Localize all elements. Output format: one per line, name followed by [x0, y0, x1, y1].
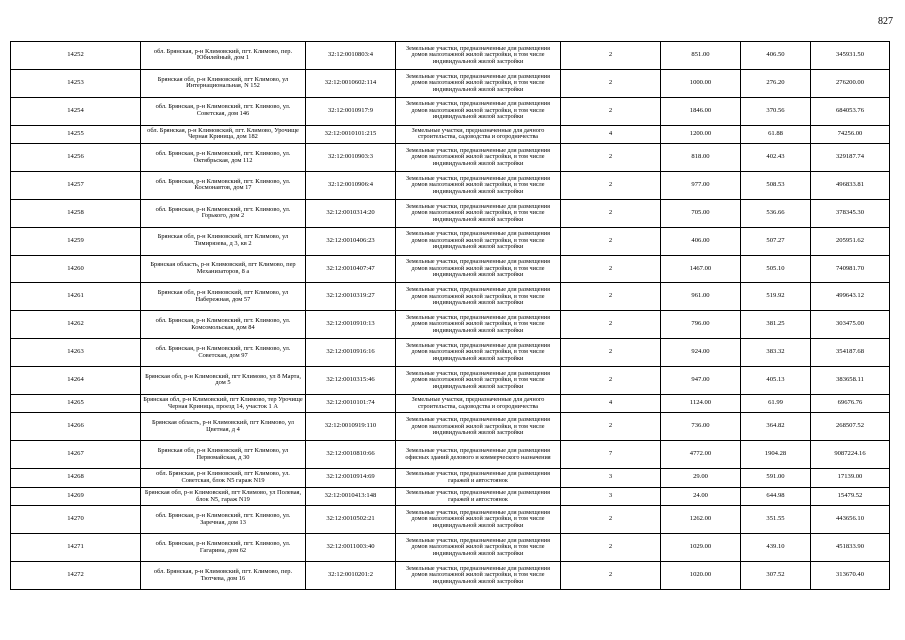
row-number: 14254 — [11, 97, 141, 125]
row-number: 14257 — [11, 172, 141, 200]
specific-value-cell: 381.25 — [741, 311, 811, 339]
group-cell: 2 — [561, 97, 661, 125]
specific-value-cell: 644.98 — [741, 487, 811, 506]
cadastral-value-cell: 329187.74 — [811, 144, 890, 172]
row-number: 14268 — [11, 469, 141, 488]
cadastral-value-cell: 443656.10 — [811, 506, 890, 534]
row-number: 14264 — [11, 367, 141, 395]
cadastral-number-cell: 32:12:0010315:46 — [306, 367, 396, 395]
area-cell: 1200.00 — [661, 125, 741, 144]
address-cell: обл. Брянская, р-н Климовский, пгт. Климово, ул. Советская, дом 97 — [141, 339, 306, 367]
land-use-cell: Земельные участки, предназначенные для размещения гаражей и автостоянок — [396, 469, 561, 488]
area-cell: 851.00 — [661, 42, 741, 70]
land-use-cell: Земельные участки, предназначенные для размещения домов малоэтажной жилой застройки, в том числе индивидуальной жилой застройки — [396, 534, 561, 562]
area-cell: 24.00 — [661, 487, 741, 506]
area-cell: 977.00 — [661, 172, 741, 200]
row-number: 14265 — [11, 394, 141, 413]
specific-value-cell: 61.88 — [741, 125, 811, 144]
cadastral-value-cell: 499643.12 — [811, 283, 890, 311]
specific-value-cell: 276.20 — [741, 69, 811, 97]
specific-value-cell: 507.27 — [741, 227, 811, 255]
cadastral-number-cell: 32:12:0010314:20 — [306, 199, 396, 227]
table-row — [11, 172, 890, 200]
cadastral-number-cell: 32:12:0010919:110 — [306, 413, 396, 441]
table-row — [11, 534, 890, 562]
specific-value-cell: 383.32 — [741, 339, 811, 367]
address-cell: обл. Брянская, р-н Климовский, пгт. Климово, ул. Советская, дом 146 — [141, 97, 306, 125]
area-cell: 1262.00 — [661, 506, 741, 534]
cadastral-number-cell: 32:12:0010407:47 — [306, 255, 396, 283]
address-cell: Брянская обл, р-н Климовский, пгт Климово, ул Набережная, дом 57 — [141, 283, 306, 311]
cadastral-number-cell: 32:12:0010917:9 — [306, 97, 396, 125]
land-use-cell: Земельные участки, предназначенные для размещения домов малоэтажной жилой застройки, в том числе индивидуальной жилой застройки — [396, 311, 561, 339]
land-use-cell: Земельные участки, предназначенные для размещения домов малоэтажной жилой застройки, в том числе индивидуальной жилой застройки — [396, 42, 561, 70]
cadastral-value-cell: 15479.52 — [811, 487, 890, 506]
cadastral-value-cell: 684053.76 — [811, 97, 890, 125]
table-row — [11, 413, 890, 441]
group-cell: 2 — [561, 199, 661, 227]
group-cell: 2 — [561, 283, 661, 311]
cadastral-value-cell: 451833.90 — [811, 534, 890, 562]
row-number: 14266 — [11, 413, 141, 441]
land-use-cell: Земельные участки, предназначенные для размещения домов малоэтажной жилой застройки, в том числе индивидуальной жилой застройки — [396, 506, 561, 534]
table-row — [11, 311, 890, 339]
page-number: 827 — [878, 16, 893, 27]
row-number: 14256 — [11, 144, 141, 172]
cadastral-number-cell: 32:12:0010602:114 — [306, 69, 396, 97]
land-use-cell: Земельные участки, предназначенные для дачного строительства, садоводства и огородничества — [396, 125, 561, 144]
cadastral-value-cell: 313670.40 — [811, 562, 890, 590]
address-cell: обл. Брянская, р-н Климовский, пгт. Климово, ул. Октябрьская, дом 112 — [141, 144, 306, 172]
address-cell: Брянская обл, р-н Климовский, пгт Климово, ул Первомайская, д 30 — [141, 441, 306, 469]
cadastral-value-cell: 378345.30 — [811, 199, 890, 227]
land-use-cell: Земельные участки, предназначенные для размещения домов малоэтажной жилой застройки, в том числе индивидуальной жилой застройки — [396, 172, 561, 200]
area-cell: 406.00 — [661, 227, 741, 255]
table-body — [11, 42, 890, 590]
address-cell: обл. Брянская, р-н Климовский, пгт. Климово, ул. Комсомольская, дом 84 — [141, 311, 306, 339]
cadastral-value-cell: 303475.00 — [811, 311, 890, 339]
area-cell: 796.00 — [661, 311, 741, 339]
cadastral-number-cell: 32:12:0010906:4 — [306, 172, 396, 200]
area-cell: 736.00 — [661, 413, 741, 441]
table-row — [11, 199, 890, 227]
cadastral-value-cell: 74256.00 — [811, 125, 890, 144]
specific-value-cell: 370.56 — [741, 97, 811, 125]
cadastral-number-cell: 32:12:0010319:27 — [306, 283, 396, 311]
cadastral-number-cell: 32:12:0010101:74 — [306, 394, 396, 413]
specific-value-cell: 406.50 — [741, 42, 811, 70]
area-cell: 705.00 — [661, 199, 741, 227]
row-number: 14263 — [11, 339, 141, 367]
land-use-cell: Земельные участки, предназначенные для размещения офисных зданий делового и коммерческого назначения — [396, 441, 561, 469]
specific-value-cell: 439.10 — [741, 534, 811, 562]
address-cell: Брянская область, р-н Климовский, пгт Климово, ул Цветная, д 4 — [141, 413, 306, 441]
land-use-cell: Земельные участки, предназначенные для размещения домов малоэтажной жилой застройки, в том числе индивидуальной жилой застройки — [396, 562, 561, 590]
group-cell: 4 — [561, 394, 661, 413]
group-cell: 2 — [561, 311, 661, 339]
area-cell: 961.00 — [661, 283, 741, 311]
address-cell: обл. Брянская, р-н Климовский, пгт. Климово, пер. Юбилейный, дом 1 — [141, 42, 306, 70]
table-row — [11, 42, 890, 70]
group-cell: 2 — [561, 562, 661, 590]
row-number: 14255 — [11, 125, 141, 144]
specific-value-cell: 405.13 — [741, 367, 811, 395]
table-row — [11, 562, 890, 590]
area-cell: 1029.00 — [661, 534, 741, 562]
land-use-cell: Земельные участки, предназначенные для размещения домов малоэтажной жилой застройки, в том числе индивидуальной жилой застройки — [396, 69, 561, 97]
cadastral-number-cell: 32:12:0010903:3 — [306, 144, 396, 172]
table-row — [11, 227, 890, 255]
cadastral-value-cell: 276200.00 — [811, 69, 890, 97]
group-cell: 2 — [561, 172, 661, 200]
cadastral-number-cell: 32:12:0010201:2 — [306, 562, 396, 590]
group-cell: 3 — [561, 469, 661, 488]
specific-value-cell: 61.99 — [741, 394, 811, 413]
group-cell: 2 — [561, 42, 661, 70]
cadastral-number-cell: 32:12:0010413:148 — [306, 487, 396, 506]
area-cell: 1124.00 — [661, 394, 741, 413]
group-cell: 2 — [561, 255, 661, 283]
area-cell: 1020.00 — [661, 562, 741, 590]
table-row — [11, 367, 890, 395]
land-use-cell: Земельные участки, предназначенные для размещения домов малоэтажной жилой застройки, в том числе индивидуальной жилой застройки — [396, 227, 561, 255]
land-use-cell: Земельные участки, предназначенные для размещения домов малоэтажной жилой застройки, в том числе индивидуальной жилой застройки — [396, 367, 561, 395]
table-row — [11, 441, 890, 469]
cadastral-number-cell: 32:12:0010916:16 — [306, 339, 396, 367]
area-cell: 29.00 — [661, 469, 741, 488]
row-number: 14258 — [11, 199, 141, 227]
specific-value-cell: 351.55 — [741, 506, 811, 534]
address-cell: обл. Брянская, р-н Климовский, пгт Климово, ул. Советская, блок N5 гараж N19 — [141, 469, 306, 488]
group-cell: 3 — [561, 487, 661, 506]
land-use-cell: Земельные участки, предназначенные для размещения домов малоэтажной жилой застройки, в том числе индивидуальной жилой застройки — [396, 199, 561, 227]
land-use-cell: Земельные участки, предназначенные для размещения домов малоэтажной жилой застройки, в том числе индивидуальной жилой застройки — [396, 97, 561, 125]
specific-value-cell: 1904.28 — [741, 441, 811, 469]
cadastral-number-cell: 32:12:0010101:215 — [306, 125, 396, 144]
address-cell: Брянская обл, р-н Климовский, пгт Климово, ул Тимирязева, д 3, кв 2 — [141, 227, 306, 255]
row-number: 14262 — [11, 311, 141, 339]
specific-value-cell: 508.53 — [741, 172, 811, 200]
table-row — [11, 487, 890, 506]
cadastral-value-cell: 740981.70 — [811, 255, 890, 283]
cadastral-value-cell: 268507.52 — [811, 413, 890, 441]
table-row — [11, 69, 890, 97]
cadastral-value-table — [10, 41, 890, 590]
address-cell: Брянская обл, р-н Климовский, пгт Климово, ул Полевая, блок N5, гараж N19 — [141, 487, 306, 506]
row-number: 14271 — [11, 534, 141, 562]
table-row — [11, 125, 890, 144]
row-number: 14267 — [11, 441, 141, 469]
cadastral-value-cell: 383658.11 — [811, 367, 890, 395]
specific-value-cell: 505.10 — [741, 255, 811, 283]
cadastral-number-cell: 32:12:0010910:13 — [306, 311, 396, 339]
cadastral-value-cell: 9087224.16 — [811, 441, 890, 469]
cadastral-number-cell: 32:12:0010810:66 — [306, 441, 396, 469]
table-row — [11, 394, 890, 413]
row-number: 14269 — [11, 487, 141, 506]
cadastral-number-cell: 32:12:0010803:4 — [306, 42, 396, 70]
land-use-cell: Земельные участки, предназначенные для размещения домов малоэтажной жилой застройки, в том числе индивидуальной жилой застройки — [396, 255, 561, 283]
area-cell: 1000.00 — [661, 69, 741, 97]
address-cell: обл. Брянская, р-н Климовский, пгт. Климово, пер. Тютчева, дом 16 — [141, 562, 306, 590]
cadastral-value-cell: 345931.50 — [811, 42, 890, 70]
row-number: 14272 — [11, 562, 141, 590]
land-use-cell: Земельные участки, предназначенные для размещения гаражей и автостоянок — [396, 487, 561, 506]
table-row — [11, 339, 890, 367]
cadastral-value-cell: 17139.00 — [811, 469, 890, 488]
specific-value-cell: 364.82 — [741, 413, 811, 441]
address-cell: обл. Брянская, р-н Климовский, пгт. Климово, ул. Гагарина, дом 62 — [141, 534, 306, 562]
group-cell: 2 — [561, 69, 661, 97]
row-number: 14270 — [11, 506, 141, 534]
group-cell: 2 — [561, 144, 661, 172]
cadastral-number-cell: 32:12:0010502:21 — [306, 506, 396, 534]
table-row — [11, 283, 890, 311]
address-cell: обл. Брянская, р-н Климовский, пгт. Климово, ул. Космонавтов, дом 17 — [141, 172, 306, 200]
cadastral-value-cell: 354187.68 — [811, 339, 890, 367]
table-row — [11, 506, 890, 534]
group-cell: 2 — [561, 227, 661, 255]
area-cell: 4772.00 — [661, 441, 741, 469]
row-number: 14253 — [11, 69, 141, 97]
address-cell: обл. Брянская, р-н Климовский, пгт. Климово, Урочище Черная Криница, дом 182 — [141, 125, 306, 144]
row-number: 14259 — [11, 227, 141, 255]
address-cell: обл. Брянская, р-н Климовский, пгт. Климово, ул. Заречная, дом 13 — [141, 506, 306, 534]
group-cell: 7 — [561, 441, 661, 469]
table-row — [11, 144, 890, 172]
group-cell: 2 — [561, 367, 661, 395]
table-row — [11, 255, 890, 283]
cadastral-number-cell: 32:12:0010406:23 — [306, 227, 396, 255]
area-cell: 1846.00 — [661, 97, 741, 125]
row-number: 14260 — [11, 255, 141, 283]
land-use-cell: Земельные участки, предназначенные для размещения домов малоэтажной жилой застройки, в том числе индивидуальной жилой застройки — [396, 144, 561, 172]
area-cell: 947.00 — [661, 367, 741, 395]
area-cell: 818.00 — [661, 144, 741, 172]
cadastral-value-cell: 205951.62 — [811, 227, 890, 255]
specific-value-cell: 307.52 — [741, 562, 811, 590]
table-row — [11, 97, 890, 125]
group-cell: 2 — [561, 534, 661, 562]
address-cell: Брянская обл, р-н Климовский, пгт Климово, тер Урочище Черная Криница, проезд 14, участок 1 А — [141, 394, 306, 413]
cadastral-value-cell: 496833.81 — [811, 172, 890, 200]
row-number: 14261 — [11, 283, 141, 311]
land-use-cell: Земельные участки, предназначенные для размещения домов малоэтажной жилой застройки, в том числе индивидуальной жилой застройки — [396, 339, 561, 367]
address-cell: Брянская область, р-н Климовский, пгт Климово, пер Механизаторов, 8 а — [141, 255, 306, 283]
row-number: 14252 — [11, 42, 141, 70]
address-cell: обл. Брянская, р-н Климовский, пгт. Климово, ул. Горького, дом 2 — [141, 199, 306, 227]
specific-value-cell: 402.43 — [741, 144, 811, 172]
group-cell: 2 — [561, 339, 661, 367]
land-use-cell: Земельные участки, предназначенные для размещения домов малоэтажной жилой застройки, в том числе индивидуальной жилой застройки — [396, 413, 561, 441]
land-use-cell: Земельные участки, предназначенные для дачного строительства, садоводства и огородничества — [396, 394, 561, 413]
area-cell: 924.00 — [661, 339, 741, 367]
cadastral-number-cell: 32:12:0011003:40 — [306, 534, 396, 562]
group-cell: 2 — [561, 506, 661, 534]
cadastral-number-cell: 32:12:0010914:69 — [306, 469, 396, 488]
group-cell: 4 — [561, 125, 661, 144]
land-use-cell: Земельные участки, предназначенные для размещения домов малоэтажной жилой застройки, в том числе индивидуальной жилой застройки — [396, 283, 561, 311]
specific-value-cell: 591.00 — [741, 469, 811, 488]
area-cell: 1467.00 — [661, 255, 741, 283]
cadastral-value-cell: 69676.76 — [811, 394, 890, 413]
specific-value-cell: 536.66 — [741, 199, 811, 227]
table-row — [11, 469, 890, 488]
group-cell: 2 — [561, 413, 661, 441]
specific-value-cell: 519.92 — [741, 283, 811, 311]
address-cell: Брянская обл, р-н Климовский, пгт Климово, ул 8 Марта, дом 5 — [141, 367, 306, 395]
address-cell: Брянская обл, р-н Климовский, пгт Климово, ул Интернациональная, N 152 — [141, 69, 306, 97]
